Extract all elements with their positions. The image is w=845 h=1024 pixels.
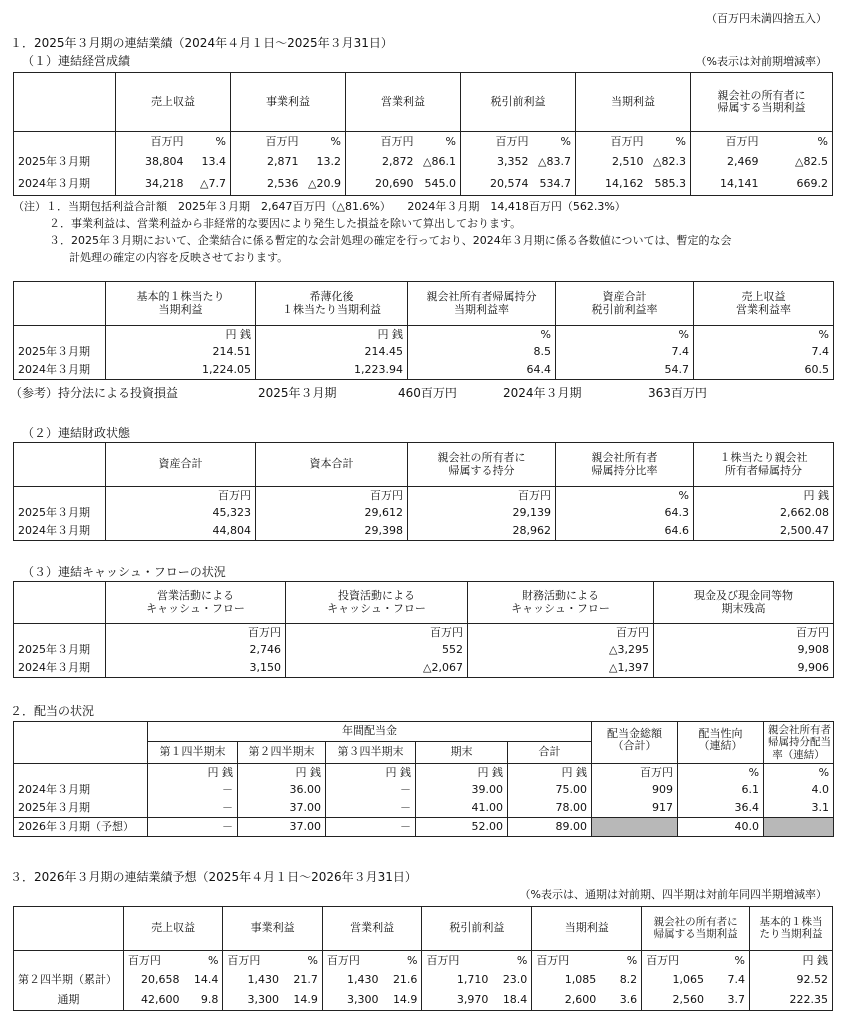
header-q3: 第３四半期末 (326, 742, 416, 764)
header-net-profit: 当期利益 (576, 73, 691, 132)
unit: 百万円 (576, 132, 648, 152)
unit: 百万円 (592, 764, 678, 782)
value: 20,658 (123, 971, 183, 991)
value: △3,295 (468, 642, 654, 660)
header-op-margin: 売上収益 営業利益率 (694, 282, 834, 326)
value: 20,574 (461, 174, 533, 196)
unit: % (406, 953, 418, 967)
unit: 百万円 (461, 132, 533, 152)
row-label: 2024年３月期 (14, 782, 148, 800)
value: 23.0 (502, 973, 528, 987)
row-label: 2024年３月期 (14, 174, 116, 196)
value: 89.00 (508, 818, 592, 837)
value: 60.5 (694, 362, 834, 380)
value: 13.4 (201, 155, 226, 169)
header-business-profit: 事業利益 (223, 907, 323, 951)
value: 545.0 (418, 174, 461, 196)
header-owners-profit: 親会社の所有者に 帰属する当期利益 (642, 907, 750, 951)
unit: 円 銭 (256, 326, 408, 344)
cash-flow-title: （３）連結キャッシュ・フローの状況 (22, 565, 226, 579)
header-annual-dividend: 年間配当金 (148, 722, 592, 742)
value: 2,510 (576, 152, 648, 174)
value: 9,908 (654, 642, 834, 660)
dividend-title: ２．配当の状況 (10, 704, 95, 718)
value: 13.2 (316, 155, 341, 169)
value: 64.6 (556, 523, 694, 541)
note-2: ２．事業利益は、営業利益から非経常的な要因により発生した損益を除いて算出しております。 (49, 217, 522, 230)
value: 909 (592, 782, 678, 800)
unit: % (678, 764, 764, 782)
header-total: 合計 (508, 742, 592, 764)
header-cash-balance: 現金及び現金同等物 期末残高 (654, 582, 834, 624)
value: 14.4 (193, 973, 219, 987)
value: － (326, 782, 416, 800)
header-doe: 親会社所有者 帰属持分配当 率（連結） (764, 722, 834, 764)
note-3: ３．2025年３月期において、企業結合に係る暫定的な会計処理の確定を行っており、2024年３月期に係る各数値については、暫定的な会 (49, 234, 732, 247)
equity-method-value-1: 460百万円 (398, 386, 457, 400)
unit: 百万円 (532, 951, 600, 971)
header-owners-equity: 親会社の所有者に 帰属する持分 (408, 443, 556, 487)
header-revenue: 売上収益 (116, 73, 231, 132)
value: △7.7 (188, 174, 231, 196)
unit: % (330, 134, 341, 148)
unit: 円 銭 (749, 951, 832, 971)
value: 3.6 (600, 991, 641, 1011)
section1-title: １．2025年３月期の連結業績（2024年４月１日～2025年３月31日） (10, 36, 393, 50)
header-basic-eps: 基本的１株当たり 当期利益 (106, 282, 256, 326)
equity-method-label: （参考）持分法による投資損益 (10, 386, 179, 400)
unit: 円 銭 (238, 764, 326, 782)
header-basic-eps: 基本的１株当 たり当期利益 (749, 907, 832, 951)
header-total-equity: 資本合計 (256, 443, 408, 487)
note-1: （注）１．当期包括利益合計額 2025年３月期 2,647百万円（△81.6%） 2024年３月期 14,418百万円（562.3%） (13, 200, 626, 213)
value: 534.7 (533, 174, 576, 196)
unit: % (215, 134, 226, 148)
unit: 百万円 (422, 951, 492, 971)
value: 78.00 (508, 800, 592, 818)
value: 214.45 (256, 344, 408, 362)
value: 14.9 (383, 991, 422, 1011)
value: △1,397 (468, 660, 654, 678)
value: 20,690 (346, 174, 418, 196)
value: 1,430 (322, 971, 382, 991)
value: 42,600 (123, 991, 183, 1011)
header-operating-profit: 営業利益 (322, 907, 422, 951)
value: 28,962 (408, 523, 556, 541)
header-total-assets: 資産合計 (106, 443, 256, 487)
operating-results-table (13, 72, 833, 196)
header-net-profit: 当期利益 (532, 907, 642, 951)
value: △83.7 (538, 155, 571, 169)
value: 3.1 (764, 800, 834, 818)
unit: % (764, 764, 834, 782)
value: △82.3 (653, 155, 686, 169)
forecast-note: （%表示は、通期は対前期、四半期は対前年同四半期増減率） (519, 888, 827, 901)
value: 2,560 (642, 991, 708, 1011)
unit: 百万円 (256, 487, 408, 505)
value: 40.0 (678, 818, 764, 837)
financial-position-table (13, 442, 834, 541)
unit: 百万円 (654, 624, 834, 642)
value: 39.00 (416, 782, 508, 800)
equity-method-period-1: 2025年３月期 (258, 386, 337, 400)
value: 92.52 (749, 971, 832, 991)
value: 3,150 (106, 660, 286, 678)
value: 18.4 (492, 991, 531, 1011)
dividend-table (13, 721, 834, 837)
row-label: 第２四半期（累計） (14, 971, 124, 991)
header-dividend-total: 配当金総額 （合計） (592, 722, 678, 764)
value: 3,300 (322, 991, 382, 1011)
value: 64.4 (408, 362, 556, 380)
value: 2,600 (532, 991, 600, 1011)
unit: 百万円 (346, 132, 418, 152)
unit: 百万円 (123, 951, 183, 971)
value: 44,804 (106, 523, 256, 541)
unit: % (556, 326, 694, 344)
value: 2,469 (691, 152, 763, 174)
value: 8.2 (619, 973, 638, 987)
value: 29,398 (256, 523, 408, 541)
value: － (148, 800, 238, 818)
header-q1: 第１四半期末 (148, 742, 238, 764)
unit: 百万円 (691, 132, 763, 152)
value: 8.5 (408, 344, 556, 362)
unit: 百万円 (106, 624, 286, 642)
unit: 円 銭 (106, 326, 256, 344)
unit-note: （百万円未満四捨五入） (706, 12, 827, 25)
value: 7.4 (694, 344, 834, 362)
value: 2,746 (106, 642, 286, 660)
equity-method-value-2: 363百万円 (648, 386, 707, 400)
value: 21.6 (392, 973, 418, 987)
row-label: 2024年３月期 (14, 362, 106, 380)
forecast-table (13, 906, 833, 1011)
unit: % (408, 326, 556, 344)
value: 9,906 (654, 660, 834, 678)
value: － (148, 818, 238, 837)
value: 41.00 (416, 800, 508, 818)
header-year-end: 期末 (416, 742, 508, 764)
corner-cell (14, 73, 116, 132)
value: 552 (286, 642, 468, 660)
value: △82.5 (763, 152, 833, 174)
header-bps: １株当たり親会社 所有者帰属持分 (694, 443, 834, 487)
value: 38,804 (116, 152, 188, 174)
unit: 百万円 (106, 487, 256, 505)
value: 1,223.94 (256, 362, 408, 380)
value: － (326, 818, 416, 837)
header-q2: 第２四半期末 (238, 742, 326, 764)
row-label: 2025年３月期 (14, 152, 116, 174)
value: 669.2 (763, 174, 833, 196)
unit: % (675, 134, 686, 148)
unit: % (694, 326, 834, 344)
header-business-profit: 事業利益 (231, 73, 346, 132)
unit: % (734, 953, 745, 967)
value: △20.9 (303, 174, 346, 196)
value: 36.4 (678, 800, 764, 818)
shaded-cell (764, 818, 834, 837)
unit: % (763, 132, 833, 152)
header-diluted-eps: 希薄化後 １株当たり当期利益 (256, 282, 408, 326)
value: 37.00 (238, 800, 326, 818)
value: △2,067 (286, 660, 468, 678)
value: 4.0 (764, 782, 834, 800)
unit: 百万円 (286, 624, 468, 642)
row-label: 2024年３月期 (14, 523, 106, 541)
value: 3,352 (461, 152, 533, 174)
unit: % (560, 134, 571, 148)
row-label: 通期 (14, 991, 124, 1011)
value: 1,710 (422, 971, 492, 991)
per-share-table (13, 281, 834, 380)
value: 214.51 (106, 344, 256, 362)
value: 1,430 (223, 971, 283, 991)
value: － (326, 800, 416, 818)
row-label: 2025年３月期 (14, 642, 106, 660)
header-owners-profit: 親会社の所有者に 帰属する当期利益 (691, 73, 833, 132)
header-payout-ratio: 配当性向 （連結） (678, 722, 764, 764)
unit: 百万円 (408, 487, 556, 505)
value: 75.00 (508, 782, 592, 800)
row-label: 2026年３月期（予想） (14, 818, 148, 837)
row-label: 2025年３月期 (14, 800, 148, 818)
header-financing-cf: 財務活動による キャッシュ・フロー (468, 582, 654, 624)
financial-position-title: （２）連結財政状態 (22, 426, 131, 440)
value: 585.3 (648, 174, 691, 196)
value: 2,871 (231, 152, 303, 174)
value: 14,141 (691, 174, 763, 196)
value: 54.7 (556, 362, 694, 380)
value: 3,970 (422, 991, 492, 1011)
value: 45,323 (106, 505, 256, 523)
unit: 円 銭 (694, 487, 834, 505)
header-revenue: 売上収益 (123, 907, 223, 951)
value: 37.00 (238, 818, 326, 837)
header-roe: 親会社所有者帰属持分 当期利益率 (408, 282, 556, 326)
note-3-cont: 計処理の確定の内容を反映させております。 (69, 251, 289, 264)
value: 1,085 (532, 971, 600, 991)
shaded-cell (592, 818, 678, 837)
unit: % (445, 134, 456, 148)
unit: 百万円 (231, 132, 303, 152)
unit: 円 銭 (326, 764, 416, 782)
value: 21.7 (293, 973, 318, 987)
unit: 百万円 (116, 132, 188, 152)
unit: % (516, 953, 528, 967)
value: 3,300 (223, 991, 283, 1011)
value: △86.1 (423, 155, 456, 169)
value: 1,065 (642, 971, 708, 991)
value: 2,872 (346, 152, 418, 174)
unit: 円 銭 (148, 764, 238, 782)
unit: 百万円 (322, 951, 382, 971)
value: 14.9 (283, 991, 322, 1011)
unit: 円 銭 (508, 764, 592, 782)
unit: 円 銭 (416, 764, 508, 782)
header-operating-profit: 営業利益 (346, 73, 461, 132)
header-investing-cf: 投資活動による キャッシュ・フロー (286, 582, 468, 624)
value: 14,162 (576, 174, 648, 196)
row-label: 2024年３月期 (14, 660, 106, 678)
header-roa: 資産合計 税引前利益率 (556, 282, 694, 326)
value: 1,224.05 (106, 362, 256, 380)
value: 6.1 (678, 782, 764, 800)
value: 9.8 (184, 991, 223, 1011)
value: － (148, 782, 238, 800)
unit: 百万円 (223, 951, 283, 971)
header-operating-cf: 営業活動による キャッシュ・フロー (106, 582, 286, 624)
value: 917 (592, 800, 678, 818)
unit: 百万円 (468, 624, 654, 642)
value: 2,536 (231, 174, 303, 196)
value: 34,218 (116, 174, 188, 196)
cash-flow-table (13, 581, 834, 678)
value: 29,139 (408, 505, 556, 523)
value: 7.4 (556, 344, 694, 362)
value: 3.7 (708, 991, 749, 1011)
header-pretax-profit: 税引前利益 (461, 73, 576, 132)
value: 52.00 (416, 818, 508, 837)
unit: 百万円 (642, 951, 708, 971)
row-label: 2025年３月期 (14, 505, 106, 523)
unit: % (626, 953, 638, 967)
unit: % (207, 953, 219, 967)
header-pretax-profit: 税引前利益 (422, 907, 532, 951)
value: 64.3 (556, 505, 694, 523)
pct-note: （%表示は対前期増減率） (695, 55, 827, 68)
unit: % (556, 487, 694, 505)
value: 2,500.47 (694, 523, 834, 541)
header-equity-ratio: 親会社所有者 帰属持分比率 (556, 443, 694, 487)
operating-results-title: （１）連結経営成績 (22, 54, 131, 68)
forecast-title: ３．2026年３月期の連結業績予想（2025年４月１日～2026年３月31日） (10, 870, 417, 884)
equity-method-period-2: 2024年３月期 (503, 386, 582, 400)
value: 36.00 (238, 782, 326, 800)
row-label: 2025年３月期 (14, 344, 106, 362)
value: 7.4 (727, 973, 745, 987)
value: 29,612 (256, 505, 408, 523)
value: 2,662.08 (694, 505, 834, 523)
unit: % (307, 953, 318, 967)
value: 222.35 (749, 991, 832, 1011)
